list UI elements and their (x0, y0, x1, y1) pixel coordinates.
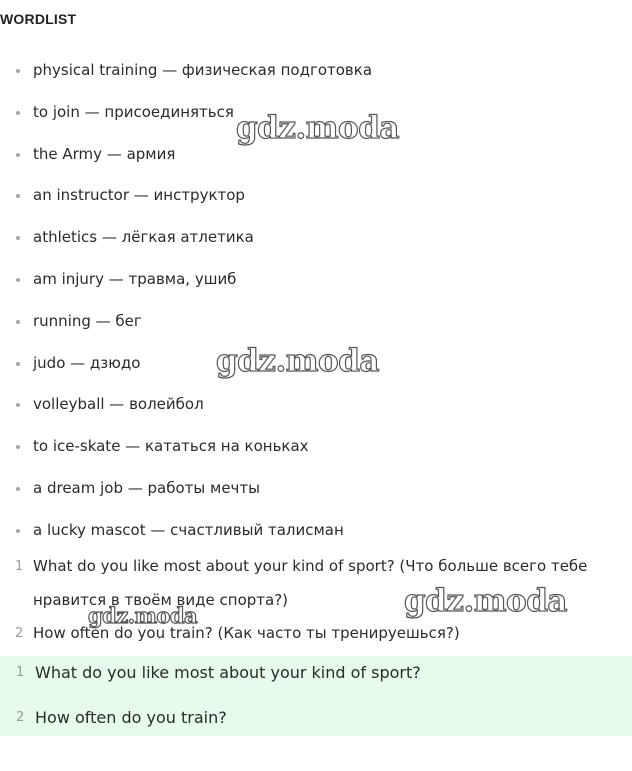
answer-text: How often do you train? (35, 708, 227, 727)
wordlist-item (0, 468, 372, 510)
answer-number: 1 (16, 665, 25, 680)
bullet-icon (16, 236, 20, 240)
wordlist-item (0, 259, 372, 301)
answer-box (0, 656, 632, 736)
wordlist-item (0, 301, 372, 343)
wordlist-item-text: judo — дзюдо (33, 353, 141, 372)
question-number: 2 (15, 626, 24, 641)
watermark-logo: gdz.moda (88, 603, 198, 628)
wordlist-item-text: to join — присоединяться (33, 102, 234, 121)
watermark-logo: gdz.moda (404, 583, 567, 619)
bullet-icon (16, 487, 20, 491)
wordlist-item (0, 50, 372, 92)
wordlist-item (0, 384, 372, 426)
question-number: 1 (15, 559, 24, 574)
question-text: What do you like most about your kind of sport? (Что больше всего тебе нравится в твоём виде спорта?) (33, 557, 588, 609)
answer-text: What do you like most about your kind of sport? (35, 663, 421, 682)
wordlist-item-text: a lucky mascot — счастливый талисман (33, 520, 344, 539)
watermark-logo: gdz.moda (216, 343, 379, 379)
answer-item (0, 656, 421, 690)
watermark-logo: gdz.moda (236, 110, 399, 146)
question-text: How often do you train? (Как часто ты тренируешься?) (33, 624, 460, 642)
wordlist-item (0, 217, 372, 259)
wordlist-item (0, 510, 372, 552)
wordlist-item-text: the Army — армия (33, 144, 176, 163)
wordlist-item-text: running — бег (33, 311, 142, 330)
answer-item (0, 701, 227, 735)
bullet-icon (16, 194, 20, 198)
wordlist-item (0, 426, 372, 468)
bullet-icon (16, 362, 20, 366)
wordlist-item-text: to ice-skate — кататься на коньках (33, 437, 309, 456)
wordlist-heading: WORDLIST (0, 11, 77, 27)
bullet-icon (16, 278, 20, 282)
bullet-icon (16, 529, 20, 533)
wordlist-item-text: athletics — лёгкая атлетика (33, 228, 254, 247)
wordlist-item-text: an instructor — инструктор (33, 186, 245, 205)
wordlist-item-text: a dream job — работы мечты (33, 478, 260, 497)
wordlist-item (0, 175, 372, 217)
wordlist-item-text: physical training — физическая подготовка (33, 61, 373, 79)
bullet-icon (16, 445, 20, 449)
bullet-icon (16, 69, 20, 73)
wordlist-item-text: volleyball — волейбол (33, 395, 204, 414)
answer-number: 2 (16, 710, 25, 725)
bullet-icon (16, 403, 20, 407)
wordlist-item-text: am injury — травма, ушиб (33, 269, 237, 288)
bullet-icon (16, 153, 20, 157)
bullet-icon (16, 111, 20, 115)
bullet-icon (16, 320, 20, 324)
